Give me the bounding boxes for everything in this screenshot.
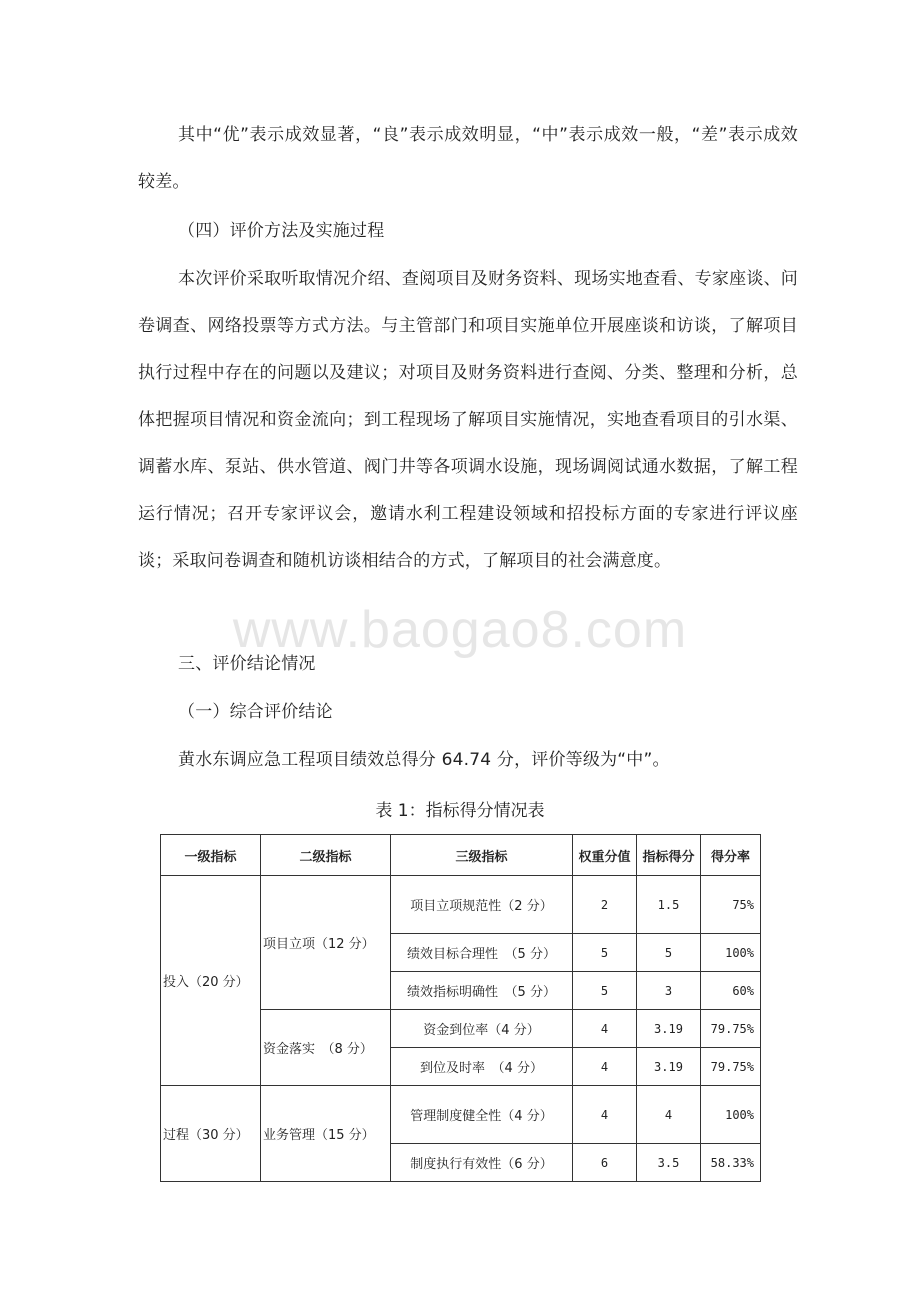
- table-caption: 表 1：指标得分情况表: [375, 801, 545, 821]
- score-cell: 1.5: [637, 876, 701, 934]
- rate-cell: 75%: [701, 876, 761, 934]
- level1-cell: 过程（30 分）: [161, 1086, 261, 1182]
- level2-cell: 业务管理（15 分）: [261, 1086, 391, 1182]
- section-heading-evaluation-method: （四）评价方法及实施过程: [178, 221, 385, 241]
- level3-cell: 制度执行有效性（6 分）: [391, 1144, 573, 1182]
- score-cell: 3.19: [637, 1010, 701, 1048]
- weight-cell: 4: [573, 1048, 637, 1086]
- level3-cell: 项目立项规范性（2 分）: [391, 876, 573, 934]
- rate-cell: 79.75%: [701, 1048, 761, 1086]
- score-table: [160, 834, 761, 1182]
- header-rate: 得分率: [701, 835, 761, 876]
- header-level1: 一级指标: [161, 835, 261, 876]
- level3-cell: 绩效目标合理性 （5 分）: [391, 934, 573, 972]
- level2-cell: 资金落实 （8 分）: [261, 1010, 391, 1086]
- weight-cell: 4: [573, 1010, 637, 1048]
- rate-cell: 100%: [701, 934, 761, 972]
- level3-cell: 管理制度健全性（4 分）: [391, 1086, 573, 1144]
- watermark: www.baogao8.com: [232, 601, 688, 659]
- header-level2: 二级指标: [261, 835, 391, 876]
- paragraph-total-score: 黄水东调应急工程项目绩效总得分 64.74 分，评价等级为“中”。: [178, 750, 670, 770]
- rate-cell: 100%: [701, 1086, 761, 1144]
- rate-cell: 60%: [701, 972, 761, 1010]
- section-heading-conclusion: 三、评价结论情况: [178, 654, 316, 674]
- weight-cell: 6: [573, 1144, 637, 1182]
- weight-cell: 5: [573, 934, 637, 972]
- level1-cell: 投入（20 分）: [161, 876, 261, 1086]
- table-row: [161, 876, 761, 934]
- rate-cell: 79.75%: [701, 1010, 761, 1048]
- score-cell: 3.19: [637, 1048, 701, 1086]
- level3-cell: 到位及时率 （4 分）: [391, 1048, 573, 1086]
- score-cell: 4: [637, 1086, 701, 1144]
- score-cell: 3.5: [637, 1144, 701, 1182]
- header-level3: 三级指标: [391, 835, 573, 876]
- level2-cell: 项目立项（12 分）: [261, 876, 391, 1010]
- section-heading-overall-conclusion: （一）综合评价结论: [178, 702, 333, 722]
- rate-cell: 58.33%: [701, 1144, 761, 1182]
- weight-cell: 2: [573, 876, 637, 934]
- header-weight: 权重分值: [573, 835, 637, 876]
- paragraph-grade-meaning: 其中“优”表示成效显著，“良”表示成效明显，“中”表示成效一般，“差”表示成效较差。: [138, 125, 798, 192]
- level3-cell: 绩效指标明确性 （5 分）: [391, 972, 573, 1010]
- table-row: [161, 1086, 761, 1144]
- table-header-row: [161, 835, 761, 876]
- header-score: 指标得分: [637, 835, 701, 876]
- score-cell: 5: [637, 934, 701, 972]
- weight-cell: 5: [573, 972, 637, 1010]
- weight-cell: 4: [573, 1086, 637, 1144]
- paragraph-evaluation-process: 本次评价采取听取情况介绍、查阅项目及财务资料、现场实地查看、专家座谈、问卷调查、网络投票等方式方法。与主管部门和项目实施单位开展座谈和访谈，了解项目执行过程中存在的问题以及建议；对项目及财务资料进行查阅、分类、整理和分析，总体把握项目情况和资金流向；到工程现场了解项目实施情况，实地查看项目的引水渠、调蓄水库、泵站、供水管道、阀门井等各项调水设施，现场调阅试通水数据，了解工程运行情况；召开专家评议会，邀请水利工程建设领域和招投标方面的专家进行评议座谈；采取问卷调查和随机访谈相结合的方式，了解项目的社会满意度。: [138, 269, 798, 571]
- score-cell: 3: [637, 972, 701, 1010]
- level3-cell: 资金到位率（4 分）: [391, 1010, 573, 1048]
